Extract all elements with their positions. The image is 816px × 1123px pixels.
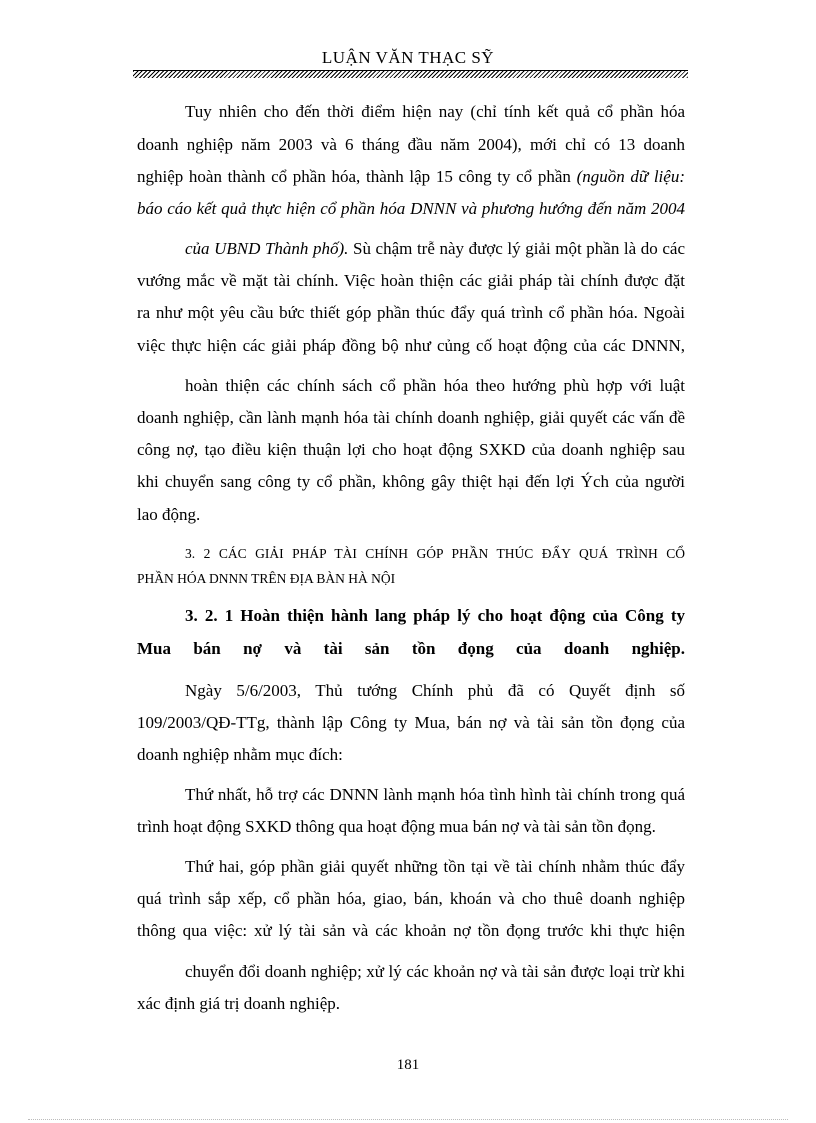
paragraph-2-line: doanh nghiệp, cần lành mạnh hóa tài chính doanh nghiệp, giải quyết các vấn đề (137, 408, 685, 427)
paragraph-1-line: doanh nghiệp năm 2003 và 6 tháng đầu năm 2004), mới chỉ có 13 doanh (137, 135, 685, 154)
paragraph-2-line: lao động. (137, 505, 201, 524)
subsection-heading: 3. 2. 1 Hoàn thiện hành lang pháp lý cho hoạt động của Công ty (185, 606, 685, 625)
source-citation: của UBND Thành phố). (185, 239, 349, 258)
paragraph-5-line: quá trình sắp xếp, cổ phần hóa, giao, bán, khoán và cho thuê doanh nghiệp (137, 889, 685, 908)
paragraph-1-line (185, 238, 685, 260)
paragraph-1-line: việc thực hiện các giải pháp đồng bộ như củng cố hoạt động của các DNNN, (137, 336, 685, 355)
running-header: LUẬN VĂN THẠC SỸ (321, 48, 495, 67)
paragraph-1-line: ra như một yêu cầu bức thiết góp phần thúc đẩy quá trình cổ phần hóa. Ngoài (137, 303, 685, 322)
paragraph-5-line: Thứ hai, góp phần giải quyết những tồn tại về tài chính nhằm thúc đẩy (185, 857, 685, 876)
paragraph-4-line: Thứ nhất, hỗ trợ các DNNN lành mạnh hóa tình hình tài chính trong quá (185, 785, 685, 804)
paragraph-1-line: Tuy nhiên cho đến thời điểm hiện nay (chỉ tính kết quả cổ phần hóa (185, 102, 685, 121)
paragraph-3-line: doanh nghiệp nhằm mục đích: (137, 745, 343, 764)
text-run: Sù chậm trễ này được lý giải một phần là do các (348, 239, 685, 258)
page-edge-dotted-line (28, 1119, 788, 1121)
source-citation-line: báo cáo kết quả thực hiện cổ phần hóa DNNN và phương hướng đến năm 2004 (137, 199, 685, 218)
text-run: nghiệp hoàn thành cổ phần hóa, thành lập 15 công ty cổ phần (137, 167, 577, 186)
paragraph-2-line: công nợ, tạo điều kiện thuận lợi cho hoạt động SXKD của doanh nghiệp sau (137, 440, 685, 459)
paragraph-5-line: thông qua việc: xử lý tài sản và các khoản nợ tồn đọng trước khi thực hiện (137, 921, 685, 940)
source-citation: (nguồn dữ liệu: (576, 167, 685, 186)
header-divider (133, 70, 688, 78)
subsection-heading: Mua bán nợ và tài sản tồn đọng của doanh nghiệp. (137, 639, 685, 658)
paragraph-6-line: chuyển đổi doanh nghiệp; xử lý các khoản nợ và tài sản được loại trừ khi (185, 962, 685, 981)
paragraph-2-line: khi chuyển sang công ty cổ phần, không gây thiệt hại đến lợi Ých của người (137, 472, 685, 491)
page-number: 181 (396, 1057, 420, 1073)
paragraph-3-line: Ngày 5/6/2003, Thủ tướng Chính phủ đã có Quyết định số (185, 681, 685, 700)
section-heading: 3. 2 CÁC GIẢI PHÁP TÀI CHÍNH GÓP PHẦN THÚC ĐẨY QUÁ TRÌNH CỔ (185, 546, 685, 561)
paragraph-4-line: trình hoạt động SXKD thông qua hoạt động mua bán nợ và tài sản tồn đọng. (137, 817, 656, 836)
paragraph-1-line (137, 166, 685, 188)
paragraph-3-line: 109/2003/QĐ-TTg, thành lập Công ty Mua, bán nợ và tài sản tồn đọng của (137, 713, 685, 732)
paragraph-6-line: xác định giá trị doanh nghiệp. (137, 994, 341, 1013)
paragraph-2-line: hoàn thiện các chính sách cổ phần hóa theo hướng phù hợp với luật (185, 376, 685, 395)
section-heading: PHẦN HÓA DNNN TRÊN ĐỊA BÀN HÀ NỘI (137, 571, 396, 586)
paragraph-1-line: vướng mắc về mặt tài chính. Việc hoàn thiện các giải pháp tài chính được đặt (137, 271, 685, 290)
